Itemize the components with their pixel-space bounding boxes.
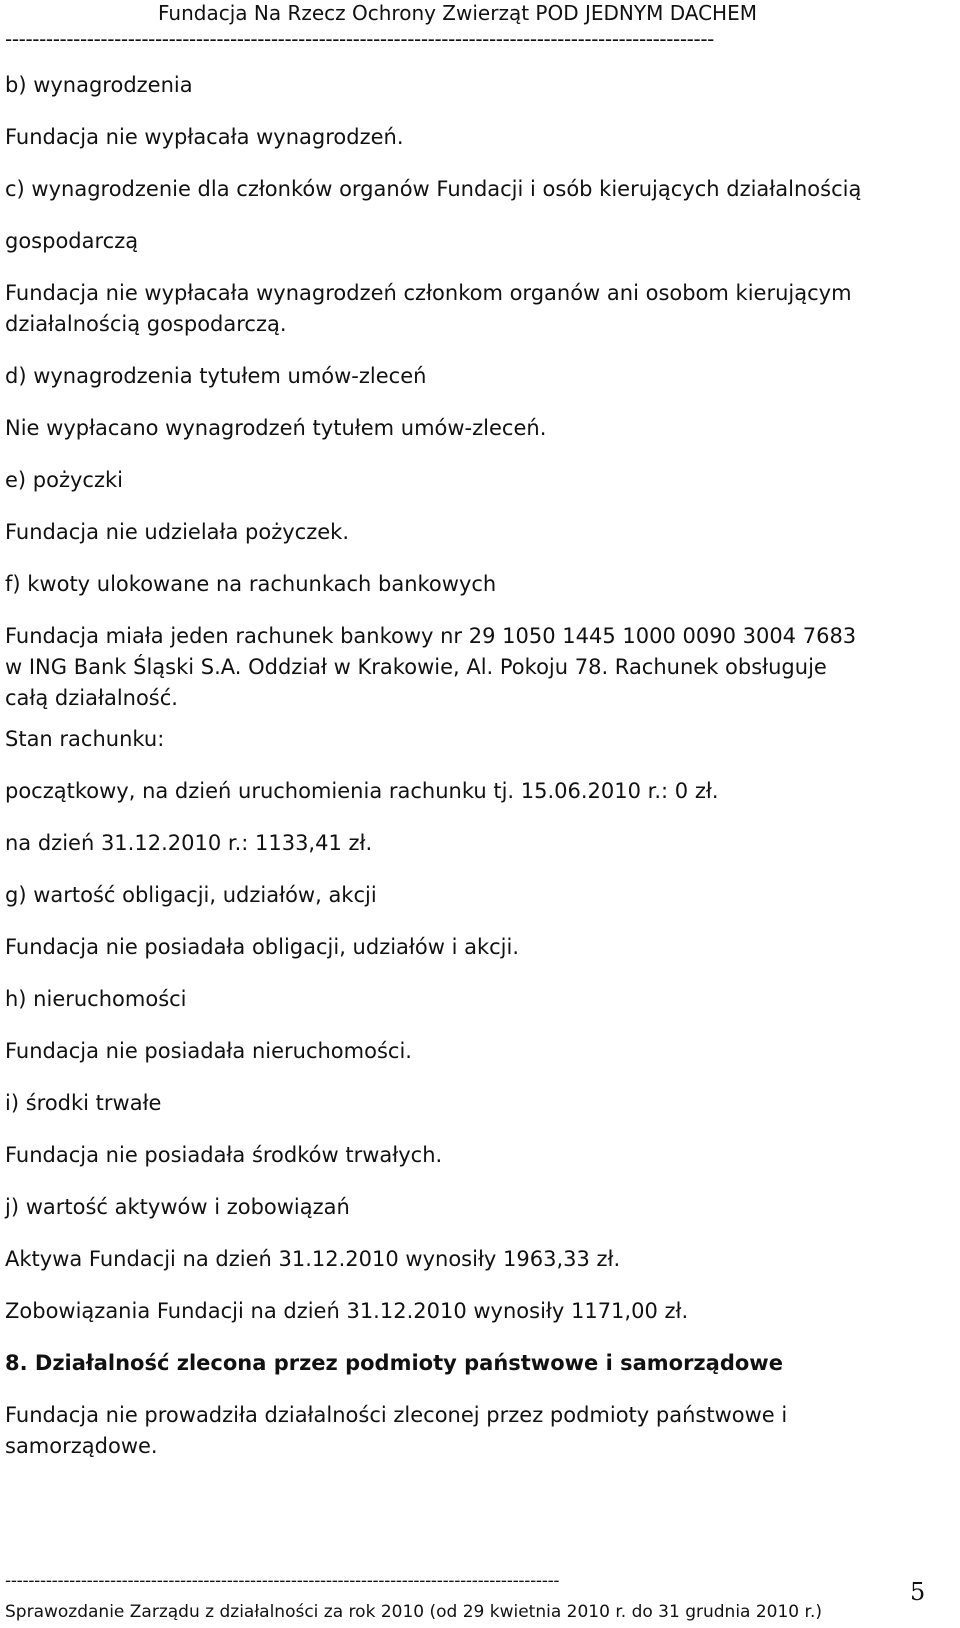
paragraph: f) kwoty ulokowane na rachunkach bankowych bbox=[5, 572, 497, 596]
paragraph: Stan rachunku: bbox=[5, 727, 165, 751]
footer-divider: ----------------------------------------------------------------------------------------------- bbox=[5, 1572, 560, 1590]
header-title: Fundacja Na Rzecz Ochrony Zwierząt POD JEDNYM DACHEM bbox=[158, 1, 757, 25]
section-heading: 8. Działalność zlecona przez podmioty państwowe i samorządowe bbox=[5, 1351, 783, 1375]
paragraph: Zobowiązania Fundacji na dzień 31.12.2010 wynosiły 1171,00 zł. bbox=[5, 1299, 689, 1323]
footer-text: Sprawozdanie Zarządu z działalności za rok 2010 (od 29 kwietnia 2010 r. do 31 grudnia 2010 r.) bbox=[5, 1602, 822, 1622]
paragraph: Nie wypłacano wynagrodzeń tytułem umów-zleceń. bbox=[5, 416, 547, 440]
page-number: 5 bbox=[910, 1578, 926, 1606]
paragraph: b) wynagrodzenia bbox=[5, 73, 193, 97]
paragraph: Fundacja nie posiadała środków trwałych. bbox=[5, 1143, 443, 1167]
paragraph: gospodarczą bbox=[5, 229, 139, 253]
paragraph: Fundacja nie posiadała obligacji, udziałów i akcji. bbox=[5, 935, 520, 959]
paragraph: Fundacja nie wypłacała wynagrodzeń. bbox=[5, 125, 404, 149]
paragraph: Fundacja miała jeden rachunek bankowy nr 29 1050 1445 1000 0090 3004 7683 w ING Bank Śląski S.A. Oddział w Krakowie, Al. Pokoju 78. Rachunek obsługuje całą działalność. bbox=[5, 624, 857, 710]
paragraph: Fundacja nie wypłacała wynagrodzeń członkom organów ani osobom kierującym działalnością gospodarczą. bbox=[5, 281, 852, 336]
paragraph: g) wartość obligacji, udziałów, akcji bbox=[5, 883, 377, 907]
paragraph: Fundacja nie udzielała pożyczek. bbox=[5, 520, 349, 544]
paragraph: h) nieruchomości bbox=[5, 987, 187, 1011]
paragraph: e) pożyczki bbox=[5, 468, 123, 492]
paragraph: na dzień 31.12.2010 r.: 1133,41 zł. bbox=[5, 831, 373, 855]
paragraph: i) środki trwałe bbox=[5, 1091, 162, 1115]
paragraph: Fundacja nie prowadziła działalności zleconej przez podmioty państwowe i samorządowe. bbox=[5, 1403, 788, 1458]
header-divider: -------------------------------------------------------------------------------------------------------- bbox=[5, 28, 714, 50]
paragraph: początkowy, na dzień uruchomienia rachunku tj. 15.06.2010 r.: 0 zł. bbox=[5, 779, 719, 803]
paragraph: j) wartość aktywów i zobowiązań bbox=[5, 1195, 350, 1219]
document-body bbox=[5, 70, 940, 1462]
paragraph: Aktywa Fundacji na dzień 31.12.2010 wynosiły 1963,33 zł. bbox=[5, 1247, 621, 1271]
paragraph: d) wynagrodzenia tytułem umów-zleceń bbox=[5, 364, 427, 388]
paragraph: Fundacja nie posiadała nieruchomości. bbox=[5, 1039, 412, 1063]
paragraph: c) wynagrodzenie dla członków organów Fundacji i osób kierujących działalnością bbox=[5, 177, 862, 201]
